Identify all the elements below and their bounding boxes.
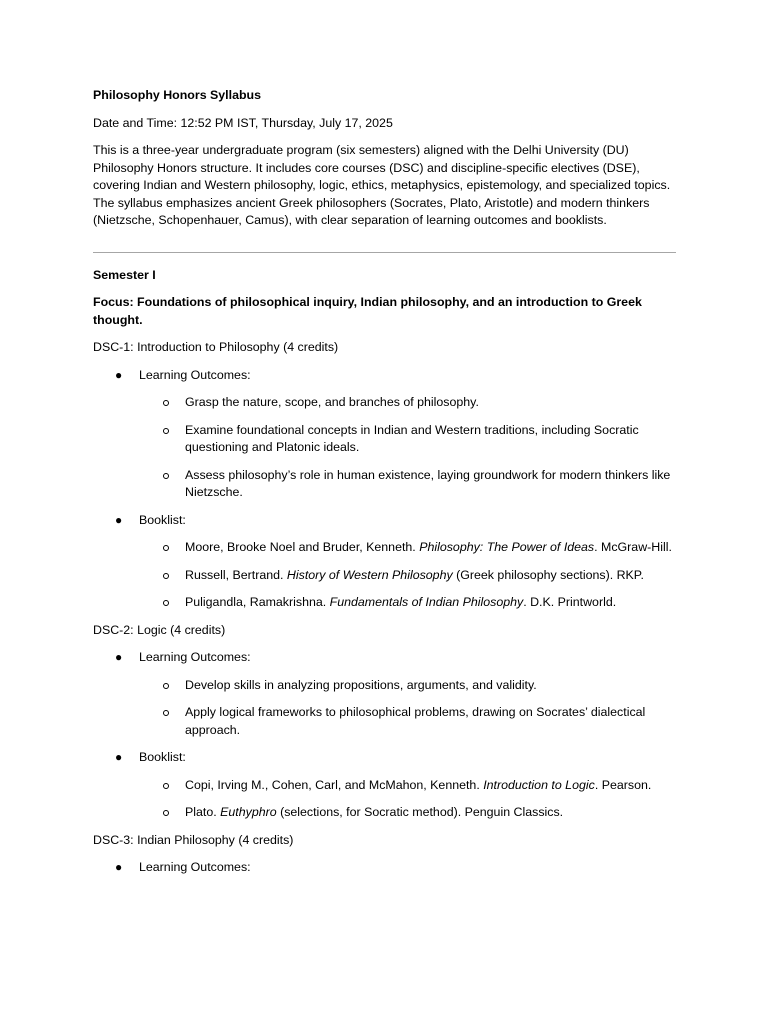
course-title-dsc3: DSC-3: Indian Philosophy (4 credits) — [93, 832, 294, 847]
book-publisher: . Pearson. — [594, 777, 652, 792]
book-publisher: . McGraw-Hill. — [594, 540, 672, 554]
book-publisher: . D.K. Printworld. — [523, 595, 617, 609]
bullet-icon: ● — [115, 750, 123, 764]
book-author: Puligandla, Ramakrishna. — [185, 595, 330, 609]
bullet-icon: ● — [115, 512, 123, 527]
hollow-bullet-icon — [163, 783, 169, 789]
semester-focus: Focus: Foundations of philosophical inquiry, Indian philosophy, and an introduction to Greek thought. — [93, 295, 642, 327]
course-details-dsc2 — [93, 649, 676, 822]
list-item — [139, 677, 676, 695]
course-details-dsc1 — [93, 367, 676, 612]
book-title: Introduction to Logic — [483, 777, 595, 792]
hollow-bullet-icon — [163, 683, 169, 689]
book-author: Plato. — [185, 805, 221, 819]
intro-paragraph: This is a three-year undergraduate program (six semesters) aligned with the Delhi University (DU) Philosophy Honors structure. It includes core courses (DSC) and discipline-specific electives (DSE), covering Indian and Western philosophy, logic, ethics, metaphysics, epistemology, and specialized topics. The syllabus emphasizes ancient Greek philosophers (Socrates, Plato, Aristotle) and modern thinkers (Nietzsche, Schopenhauer, Camus), with clear separation of learning outcomes and booklists. — [93, 143, 671, 227]
hollow-bullet-icon — [163, 545, 169, 551]
list-item — [93, 649, 676, 739]
list-item — [139, 394, 676, 412]
bullet-icon: ● — [115, 367, 123, 382]
book-author: Copi, Irving M., Cohen, Carl, and McMahon, Kenneth. — [185, 777, 484, 792]
book-author: Moore, Brooke Noel and Bruder, Kenneth. — [185, 540, 420, 554]
book-item — [139, 539, 676, 557]
hollow-bullet-icon — [163, 710, 169, 716]
book-publisher: (selections, for Socratic method). Penguin Classics. — [276, 805, 564, 819]
hollow-bullet-icon — [163, 428, 169, 434]
list-item — [139, 467, 676, 502]
list-item — [93, 749, 676, 822]
outcomes-list — [139, 677, 676, 740]
book-item — [139, 567, 676, 585]
list-item — [93, 859, 676, 877]
bullet-icon: ● — [115, 650, 123, 664]
book-item — [139, 804, 676, 822]
list-item — [139, 704, 676, 739]
book-title: Fundamentals of Indian Philosophy — [329, 595, 524, 609]
book-title: Philosophy: The Power of Ideas — [419, 540, 595, 554]
course-details-dsc3 — [93, 859, 676, 877]
book-item — [139, 777, 676, 795]
course-title-dsc1: DSC-1: Introduction to Philosophy (4 credits) — [93, 340, 339, 354]
hollow-bullet-icon — [163, 810, 169, 816]
booklist — [139, 539, 676, 612]
list-item — [93, 367, 676, 502]
list-item — [139, 422, 676, 457]
hollow-bullet-icon — [163, 600, 169, 606]
book-publisher: (Greek philosophy sections). RKP. — [452, 567, 644, 582]
outcome-text: Apply logical frameworks to philosophical problems, drawing on Socrates’ dialectical approach. — [185, 705, 646, 737]
outcome-text: Develop skills in analyzing propositions, arguments, and validity. — [185, 677, 537, 692]
horizontal-divider — [93, 252, 676, 253]
hollow-bullet-icon — [163, 400, 169, 406]
book-title: History of Western Philosophy — [286, 567, 453, 582]
bullet-icon: ● — [115, 860, 123, 874]
list-item — [93, 512, 676, 612]
booklist-label: Booklist: — [139, 750, 186, 764]
course-title-dsc2: DSC-2: Logic (4 credits) — [93, 622, 226, 637]
outcomes-list — [139, 394, 676, 502]
document-title: Philosophy Honors Syllabus — [93, 88, 261, 102]
book-title: Euthyphro — [220, 805, 277, 819]
outcome-text: Examine foundational concepts in Indian and Western traditions, including Socratic questioning and Platonic ideals. — [185, 422, 639, 454]
document-body — [93, 87, 676, 887]
document-datetime: Date and Time: 12:52 PM IST, Thursday, July 17, 2025 — [93, 115, 393, 130]
booklist — [139, 777, 676, 822]
outcome-text: Assess philosophy’s role in human existence, laying groundwork for modern thinkers like Nietzsche. — [185, 467, 671, 499]
outcomes-label: Learning Outcomes: — [139, 367, 251, 382]
outcomes-label: Learning Outcomes: — [139, 650, 251, 664]
semester-heading: Semester I — [93, 267, 156, 282]
booklist-label: Booklist: — [139, 512, 186, 527]
hollow-bullet-icon — [163, 473, 169, 479]
book-item — [139, 594, 676, 612]
outcomes-label: Learning Outcomes: — [139, 860, 251, 874]
hollow-bullet-icon — [163, 573, 169, 579]
outcome-text: Grasp the nature, scope, and branches of philosophy. — [185, 395, 479, 409]
book-author: Russell, Bertrand. — [185, 567, 287, 582]
